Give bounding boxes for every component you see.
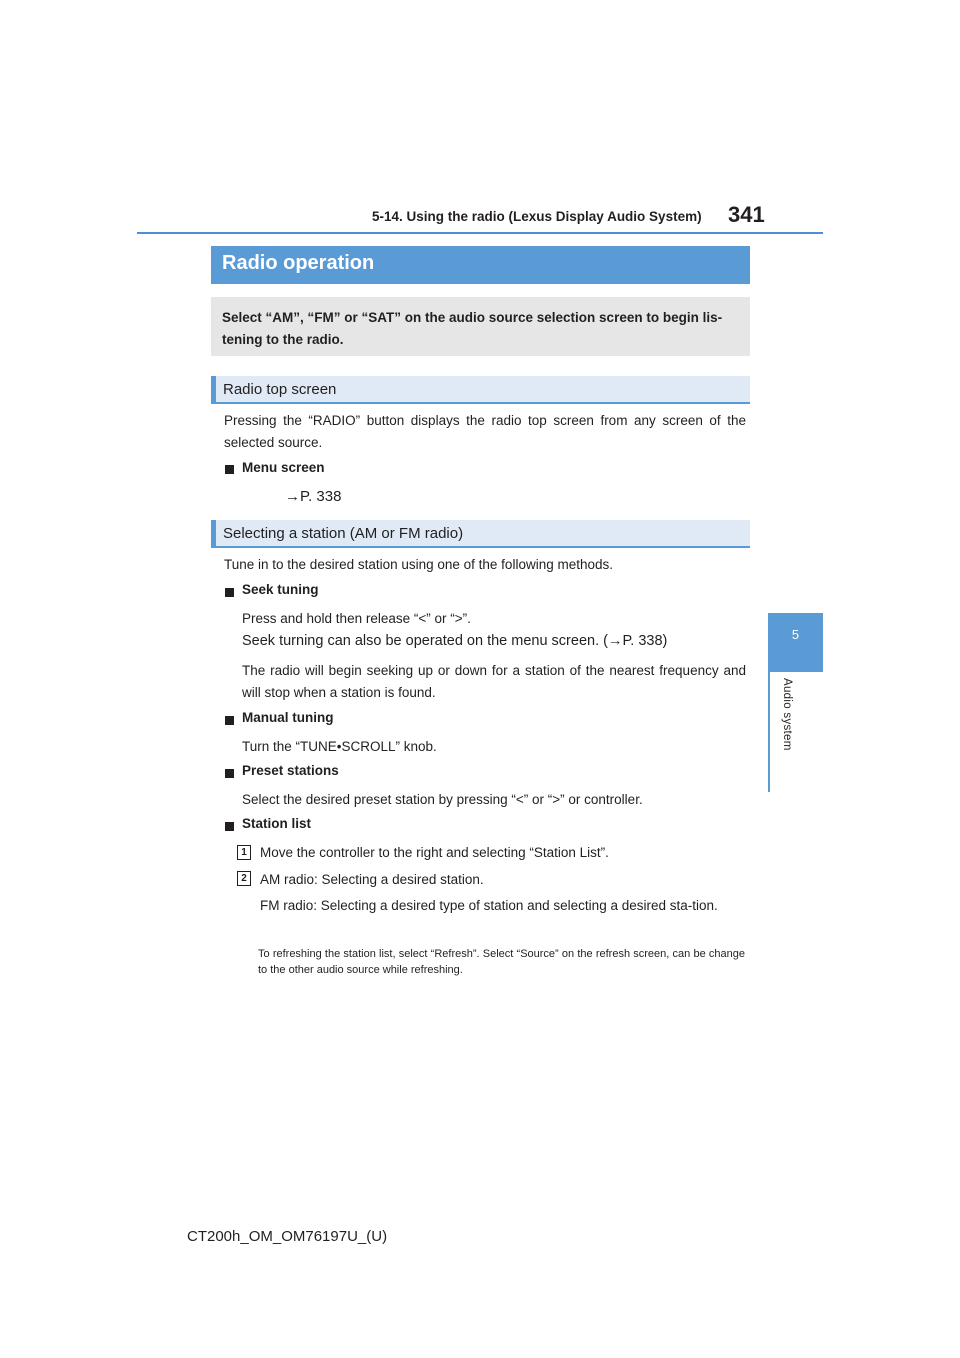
square-bullet-icon bbox=[225, 465, 234, 474]
refresh-note: To refreshing the station list, select “Refresh”. Select “Source” on the refresh screen, can be change to the other audio source while refreshing. bbox=[258, 948, 745, 976]
preset-line: Select the desired preset station by pressing “<” or “>” or controller. bbox=[242, 792, 643, 807]
square-bullet-icon bbox=[225, 588, 234, 597]
square-bullet-icon bbox=[225, 822, 234, 831]
square-bullet-icon bbox=[225, 769, 234, 778]
section-marker bbox=[211, 376, 216, 404]
preset-stations-heading: Preset stations bbox=[242, 763, 339, 778]
chapter-label: Audio system bbox=[781, 678, 793, 751]
menu-screen-heading: Menu screen bbox=[242, 460, 325, 475]
station-list-heading: Station list bbox=[242, 816, 312, 831]
seek-line-3: The radio will begin seeking up or down for a station of the nearest frequency and will stop when a station is found. bbox=[242, 663, 746, 700]
square-bullet-icon bbox=[225, 716, 234, 725]
chapter-rule bbox=[768, 672, 770, 792]
intro-text: Select “AM”, “FM” or “SAT” on the audio source selection screen to begin lis-tening to the radio. bbox=[222, 310, 723, 347]
seek-tuning-heading: Seek tuning bbox=[242, 582, 319, 597]
page-title: Radio operation bbox=[222, 252, 375, 274]
section-heading-station: Selecting a station (AM or FM radio) bbox=[223, 525, 464, 542]
chapter-tab bbox=[768, 613, 823, 672]
step-number-2: 2 bbox=[237, 871, 251, 886]
manual-tuning-heading: Manual tuning bbox=[242, 710, 334, 725]
step-2-fm-text: FM radio: Selecting a desired type of station and selecting a desired sta-tion. bbox=[260, 898, 718, 913]
menu-screen-ref: →P. 338 bbox=[285, 488, 342, 505]
seek-line-2: Seek turning can also be operated on the menu screen. (→P. 338) bbox=[242, 633, 668, 649]
step-number-1: 1 bbox=[237, 845, 251, 860]
manual-line: Turn the “TUNE•SCROLL” knob. bbox=[242, 739, 437, 754]
header-rule bbox=[137, 232, 823, 234]
chapter-number: 5 bbox=[791, 627, 800, 642]
step-1-text: Move the controller to the right and selecting “Station List”. bbox=[260, 845, 609, 860]
running-header: 5-14. Using the radio (Lexus Display Audio System) bbox=[372, 209, 702, 224]
step-2-am-text: AM radio: Selecting a desired station. bbox=[260, 872, 484, 887]
section-heading-top-screen: Radio top screen bbox=[223, 381, 337, 398]
section-marker bbox=[211, 520, 216, 548]
document-code: CT200h_OM_OM76197U_(U) bbox=[187, 1228, 388, 1245]
station-body: Tune in to the desired station using one of the following methods. bbox=[224, 557, 613, 572]
top-screen-body: Pressing the “RADIO” button displays the radio top screen from any screen of the selected source. bbox=[224, 413, 746, 450]
seek-line-1: Press and hold then release “<” or “>”. bbox=[242, 611, 471, 626]
page-number: 341 bbox=[728, 202, 765, 227]
